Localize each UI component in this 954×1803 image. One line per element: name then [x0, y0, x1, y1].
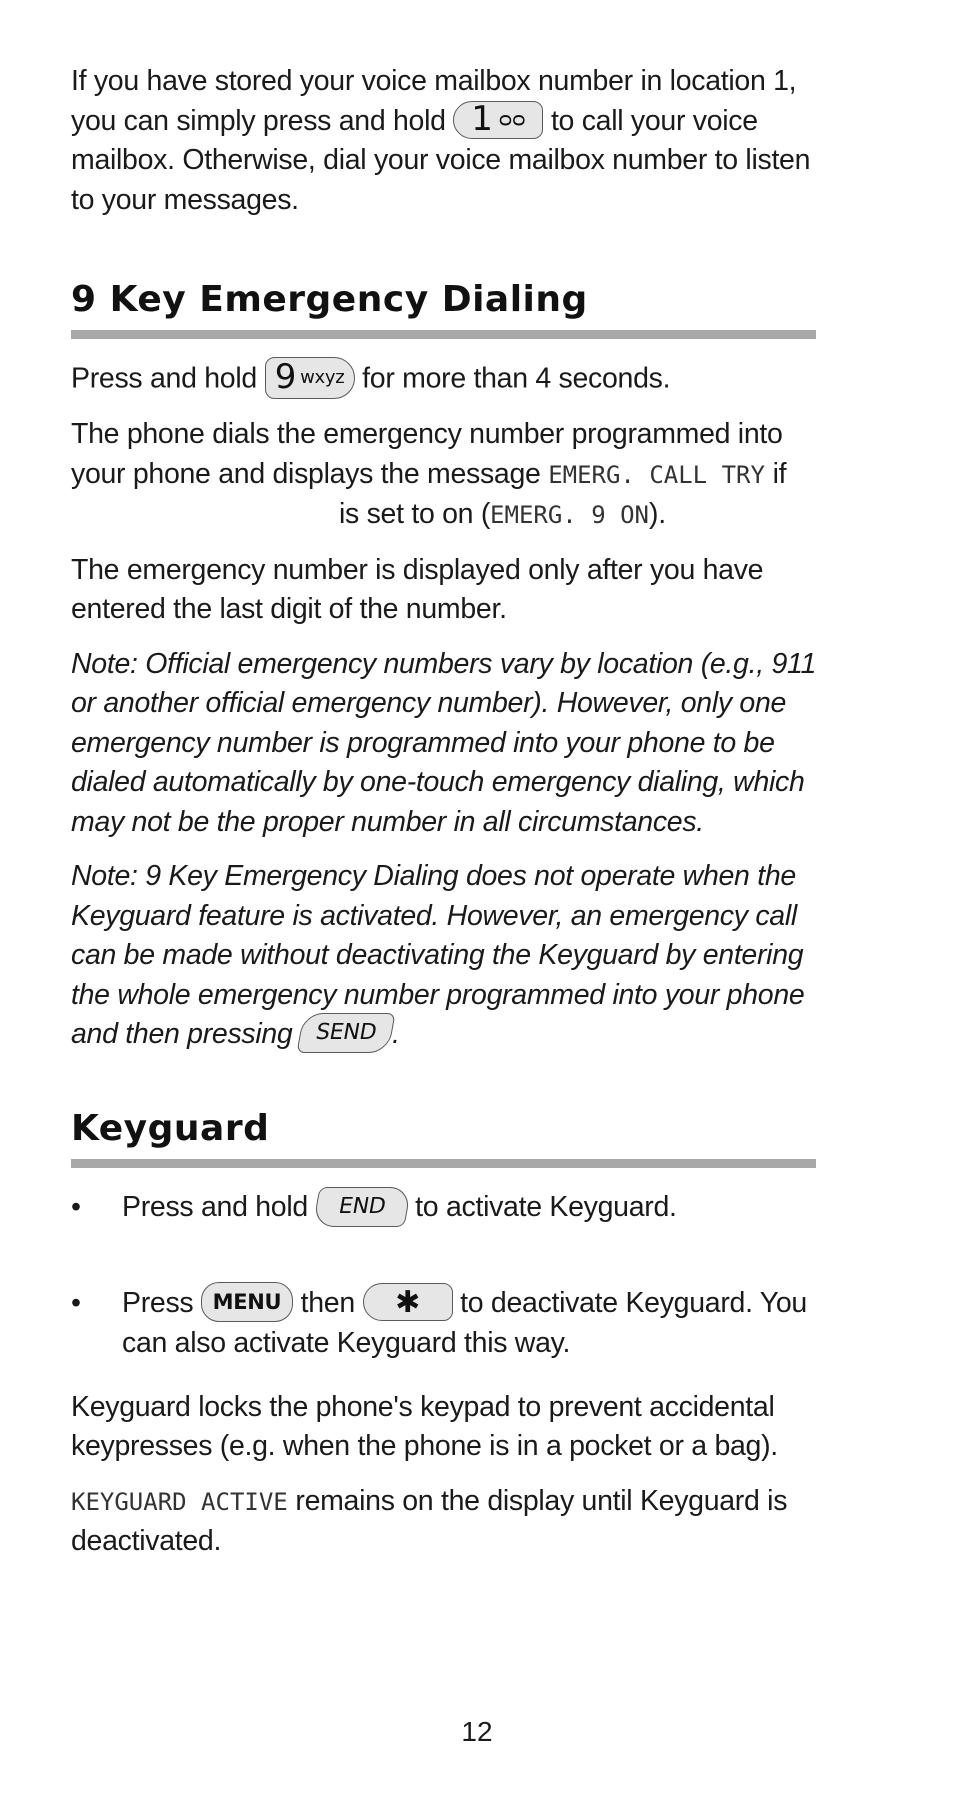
display-message-keyguard-active: KEYGUARD ACTIVE: [71, 1487, 288, 1516]
menu-key-icon: MENU: [201, 1282, 293, 1322]
bullet-dot: •: [71, 1191, 81, 1224]
display-message-emerg-on: EMERG. 9 ON: [490, 501, 649, 529]
key-9-icon: 9 wxyz: [265, 357, 355, 399]
display-message-emerg-call: EMERG. CALL TRY: [548, 460, 765, 489]
key-1-voicemail-icon: 1 ᴑᴑ: [453, 101, 543, 139]
dials-paragraph: The phone dials the emergency number programmed into your phone and displays the message EMERG. CALL TRY ifis set to on (EMERG. 9 ON).: [71, 418, 787, 530]
bullet-dot: •: [71, 1286, 81, 1319]
press-hold-9-paragraph: Press and hold 9 wxyz for more than 4 seconds.: [71, 357, 671, 398]
keyguard-active-paragraph: KEYGUARD ACTIVE remains on the display until Keyguard is deactivated.: [71, 1484, 788, 1558]
manual-page: [71, 62, 816, 1562]
end-key-icon: END: [312, 1187, 411, 1227]
intro-paragraph: [71, 62, 816, 220]
bullet-activate: • Press and hold END to activate Keyguard.: [71, 1188, 816, 1228]
keyguard-locks-paragraph: Keyguard locks the phone's keypad to prevent accidental keypresses (e.g. when the phone is in a pocket or a bag).: [71, 1390, 778, 1463]
intro-text-end: to call your voice mailbox. Otherwise, dial your voice mailbox number to listen to your messages.: [71, 104, 811, 216]
section-rule: [71, 1159, 816, 1168]
note-keyguard-emergency: Note: 9 Key Emergency Dialing does not operate when the Keyguard feature is activated. However, an emergency call can be made without deactivating the Keyguard by entering the whole emergency number programmed into your phone and then pressing SEND .: [71, 857, 816, 1055]
note-emergency-numbers: Note: Official emergency numbers vary by location (e.g., 911 or another official emergency number). However, only one emergency number is programmed into your phone to be dialed automatically by one-touch emergency dialing, which may not be the proper number in all circumstances.: [71, 647, 816, 838]
section-rule: [71, 330, 816, 339]
displayed-paragraph: The emergency number is displayed only after you have entered the last digit of the number.: [71, 553, 764, 625]
send-key-icon: SEND: [297, 1013, 396, 1053]
page-number: 12: [461, 1716, 493, 1747]
star-key-icon: ✱: [363, 1283, 453, 1321]
section-heading-keyguard: Keyguard: [71, 1108, 270, 1150]
bullet-deactivate: • Press MENU then ✱ to deactivate Keyguard. You can also activate Keyguard this way.: [71, 1284, 816, 1364]
intro-text: If you have stored your voice mailbox number in location 1, you can simply press and hold: [71, 65, 797, 137]
section-heading-emergency: 9 Key Emergency Dialing: [71, 279, 588, 320]
